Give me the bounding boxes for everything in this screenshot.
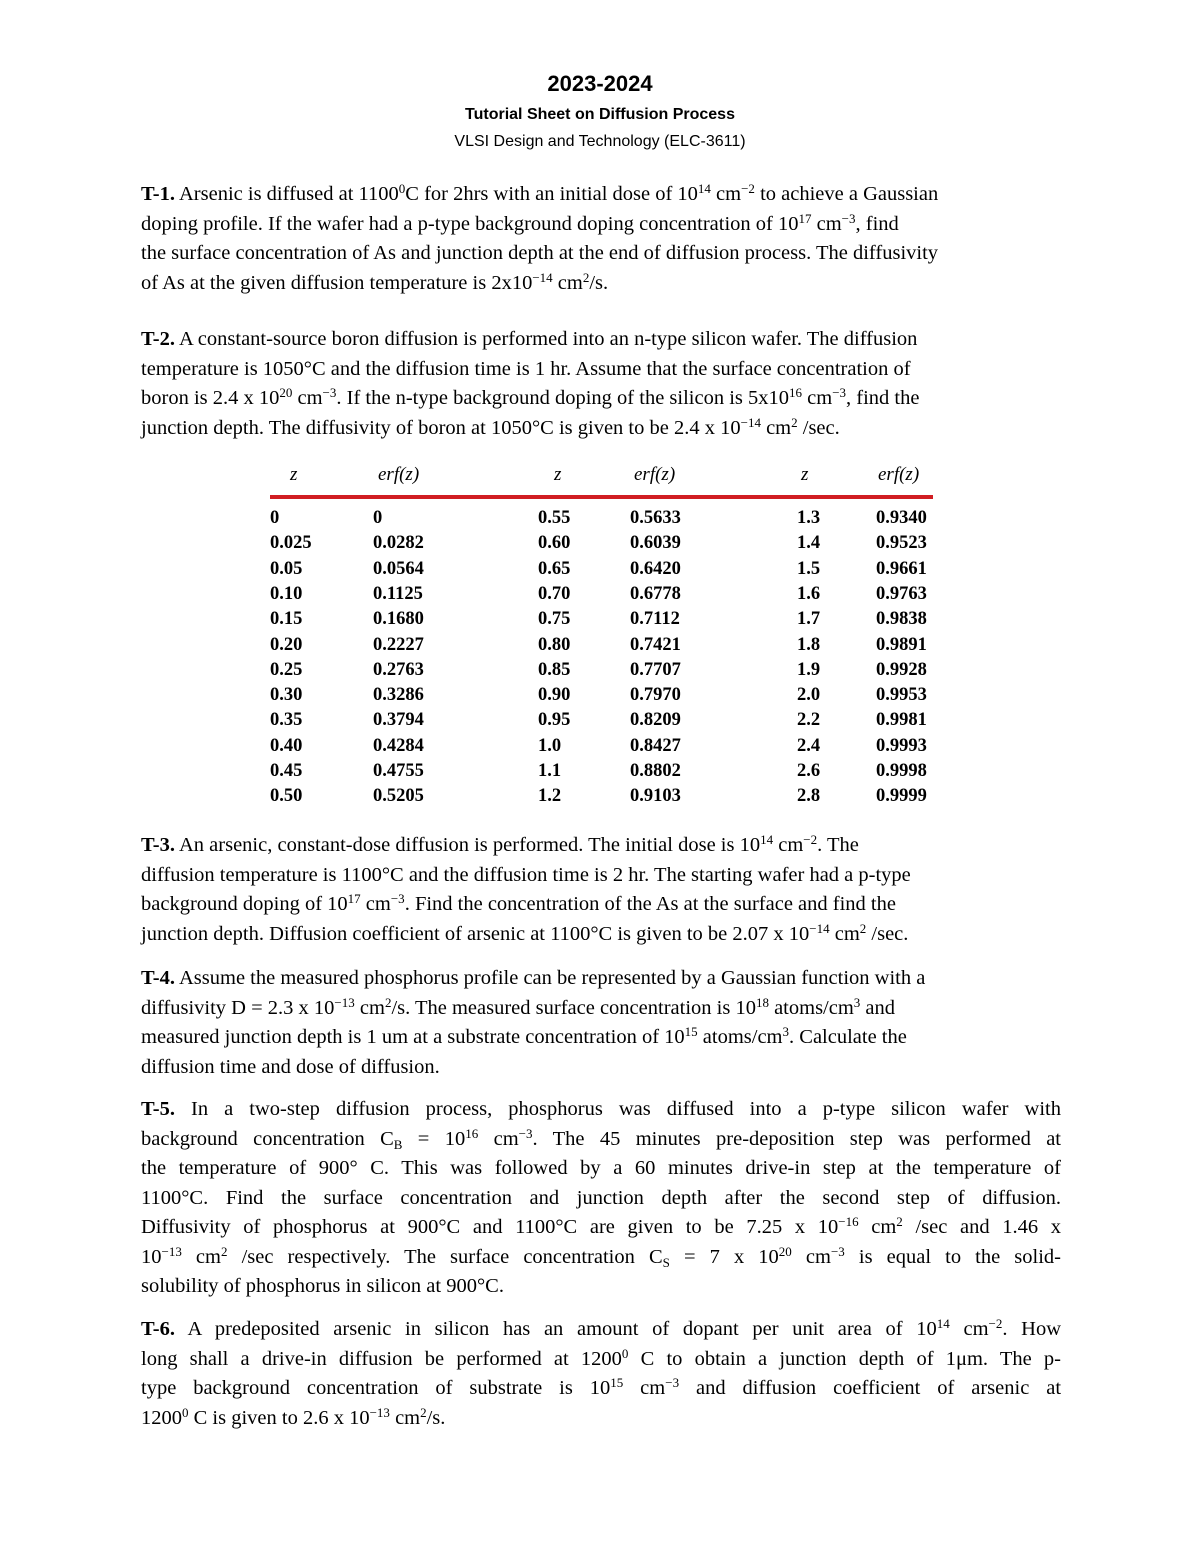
table-cell: 0 (373, 508, 383, 528)
table-cell: 0.8209 (630, 710, 681, 731)
problem-t5 (141, 1095, 1061, 1302)
table-cell: 0.8427 (630, 735, 681, 756)
problem-line: doping profile. If the wafer had a p-type background doping concentration of $10^{17}$ $cm^{-3}$, find (141, 210, 899, 235)
problem-line: diffusivity D = 2.3 x $10^{-13}$ $cm^2/s$. The measured surface concentration is $10^{18}$ atoms/$cm^3$ and (141, 994, 896, 1019)
table-cell: 0.5205 (373, 786, 424, 807)
problem-line: 1200$^0$ C is given to 2.6 x $10^{-13}$ $cm^2/s$. (141, 1404, 446, 1429)
table-cell: 0.10 (270, 583, 303, 604)
problem-t1 (141, 180, 1061, 298)
problem-line: background doping of $10^{17}$ $cm^{-3}$. Find the concentration of the As at the surface and find the (141, 891, 896, 915)
table-cell: 0.9523 (876, 533, 927, 554)
problem-line (141, 325, 1061, 355)
table-cell: 0.4755 (373, 761, 424, 781)
table-cell: 1.8 (797, 634, 821, 655)
problem-line: of As at the given diffusion temperature is $2x10^{-14}$ $cm^2/s$. (141, 269, 609, 294)
table-cell: 0.9981 (876, 710, 927, 731)
table-cell: 0.20 (270, 634, 303, 655)
table-cell: 2.4 (797, 735, 821, 756)
table-cell: 2.6 (797, 761, 821, 781)
table-cell: 2.0 (797, 685, 821, 706)
table-cell: 0.7707 (630, 659, 681, 680)
table-cell: 1.1 (538, 761, 562, 781)
table-cell: 1.5 (797, 558, 821, 579)
table-cell: 1.4 (797, 533, 821, 554)
table-cell: 0.3286 (373, 685, 424, 706)
problem-line (141, 1095, 1061, 1125)
problem-line: diffusion time and dose of diffusion. (141, 1055, 440, 1078)
table-cell: 0.7421 (630, 634, 681, 655)
table-header-rule (270, 495, 933, 499)
table-header-cell: z (801, 464, 809, 485)
table-cell: 0.35 (270, 710, 303, 731)
problem-t3 (141, 831, 1061, 949)
problem-line: type background concentration of substrate is $10^{15}$ $cm^{-3}$ and diffusion coefficient of arsenic at (141, 1375, 1062, 1399)
problem-label: T-5. (141, 1098, 175, 1120)
problem-line: solubility of phosphorus in silicon at 900°C. (141, 1275, 504, 1297)
problem-line (141, 180, 1061, 210)
table-header-cell: erf(z) (878, 464, 920, 485)
table-cell: 0.95 (538, 710, 571, 731)
table-cell: 0.9838 (876, 609, 927, 630)
table-cell: 0.4284 (373, 735, 424, 756)
problem-label: T-6. (141, 1318, 175, 1340)
table-cell: 0.0564 (373, 558, 424, 579)
table-cell: 1.7 (797, 609, 821, 630)
table-cell: 0.9763 (876, 583, 927, 604)
table-cell: 0.1680 (373, 609, 424, 630)
problem-label: T-4. (141, 967, 175, 989)
table-cell: 0.8802 (630, 761, 681, 781)
table-cell: 0.65 (538, 558, 571, 579)
problem-text: Assume the measured phosphorus profile can be represented by a Gaussian function with a (179, 967, 926, 989)
table-cell: 0.75 (538, 609, 571, 630)
table-cell: 0.60 (538, 533, 571, 554)
document-title: Tutorial Sheet on Diffusion Process (465, 106, 735, 123)
problem-line: 1100°C. Find the surface concentration and junction depth after the second step of diffusion. (141, 1186, 1061, 1209)
table-cell: 0.9953 (876, 685, 927, 706)
problem-line (141, 831, 1061, 861)
problem-t2 (141, 325, 1061, 443)
problem-line: Diffusivity of phosphorus at 900°C and 1100°C are given to be 7.25 x $10^{-16}$ $cm^2$ /sec and 1.46 x (141, 1214, 1061, 1238)
table-cell: 0.6420 (630, 558, 681, 579)
table-cell: 0.2227 (373, 634, 424, 655)
table-cell: 1.9 (797, 659, 821, 680)
problem-line: junction depth. Diffusion coefficient of arsenic at 1100°C is given to be 2.07 x $10^{-14}$ $cm^2$ /sec. (141, 920, 909, 945)
erf-table (270, 460, 935, 810)
table-cell: 0.9999 (876, 786, 927, 807)
table-cell: 1.0 (538, 735, 562, 756)
problem-text: Arsenic is diffused at 1100$^0$C for 2hrs with an initial dose of $10^{14}$ $cm^{-2}$ to achieve a Gaussian (179, 181, 939, 205)
table-cell: 2.8 (797, 786, 821, 807)
table-cell: 0.45 (270, 761, 303, 781)
table-cell: 0.25 (270, 659, 303, 680)
table-cell: 0.3794 (373, 710, 424, 731)
table-header-cell: erf(z) (634, 464, 676, 485)
table-cell: 0.05 (270, 558, 303, 579)
table-cell: 0.90 (538, 685, 571, 706)
problem-line: diffusion temperature is 1100°C and the diffusion time is 2 hr. The starting wafer had a p-type (141, 863, 911, 886)
problem-line: the temperature of 900° C. This was followed by a 60 minutes drive-in step at the temperature of (141, 1157, 1061, 1179)
table-cell: 0.40 (270, 735, 303, 756)
table-cell: 0.0282 (373, 533, 424, 554)
table-cell: 0.85 (538, 659, 571, 680)
table-cell: 0.1125 (373, 583, 423, 604)
table-cell: 0.025 (270, 533, 312, 554)
table-header-cell: z (554, 464, 562, 485)
problem-text: An arsenic, constant-dose diffusion is performed. The initial dose is $10^{14}$ $cm^{-2}$. The (179, 832, 859, 856)
table-cell: 0.70 (538, 583, 571, 604)
problem-line: measured junction depth is 1 um at a substrate concentration of $10^{15}$ atoms/$cm^3$. Calculate the (141, 1024, 907, 1048)
problem-line: boron is 2.4 x $10^{20}$ $cm^{-3}$. If the n-type background doping of the silicon is $5x10^{16}$ $cm^{-3}$, find the (141, 385, 920, 409)
problem-line: $10^{-13}$ $cm^2$ /sec respectively. The surface concentration $C_S = 7$ x $10^{20}$ $cm^{-3}$ is equal to the solid- (141, 1243, 1061, 1270)
table-cell: 0.2763 (373, 659, 424, 680)
problem-line: temperature is 1050°C and the diffusion time is 1 hr. Assume that the surface concentration of (141, 357, 911, 380)
problem-label: T-3. (141, 834, 175, 856)
problem-text: A constant-source boron diffusion is performed into an n-type silicon wafer. The diffusion (179, 328, 918, 350)
table-header-cell: erf(z) (378, 464, 420, 485)
table-cell: 0.15 (270, 609, 303, 630)
problem-text: In a two-step diffusion process, phosphorus was diffused into a p-type silicon wafer with (191, 1098, 1061, 1120)
table-cell: 0.9661 (876, 558, 927, 579)
table-cell: 2.2 (797, 710, 821, 731)
table-cell: 0.30 (270, 685, 303, 706)
table-cell: 0.5633 (630, 508, 681, 528)
document-year: 2023-2024 (547, 71, 653, 96)
table-cell: 0.6778 (630, 583, 681, 604)
problem-t6 (141, 1315, 1061, 1433)
problem-text: A predeposited arsenic in silicon has an amount of dopant per unit area of $10^{14}$ $cm^{-2}$. How (187, 1316, 1062, 1340)
table-cell: 0.9340 (876, 508, 927, 528)
table-cell: 0 (270, 508, 280, 528)
table-cell: 0.7112 (630, 609, 680, 630)
problem-label: T-2. (141, 328, 175, 350)
table-cell: 1.2 (538, 786, 562, 807)
table-cell: 0.80 (538, 634, 571, 655)
table-cell: 0.55 (538, 508, 571, 528)
table-cell: 0.9891 (876, 634, 927, 655)
table-header-cell: z (290, 464, 298, 485)
problem-line: background concentration $C_B = 10^{16}$ $cm^{-3}$. The 45 minutes pre-deposition step was performed at (141, 1125, 1061, 1152)
table-cell: 0.9993 (876, 735, 927, 756)
table-cell: 0.9998 (876, 761, 927, 781)
table-cell: 1.6 (797, 583, 821, 604)
problem-line: junction depth. The diffusivity of boron at 1050°C is given to be 2.4 x $10^{-14}$ $cm^2$ /sec. (141, 414, 840, 439)
course-name: VLSI Design and Technology (ELC-3611) (454, 133, 746, 150)
table-cell: 0.50 (270, 786, 303, 807)
problem-line: long shall a drive-in diffusion be performed at 1200$^0$ C to obtain a junction depth of 1μm. The p- (141, 1345, 1061, 1370)
problem-line: the surface concentration of As and junction depth at the end of diffusion process. The diffusivity (141, 242, 939, 264)
problem-t4 (141, 964, 1061, 1082)
table-cell: 0.7970 (630, 685, 681, 706)
problem-label: T-1. (141, 183, 175, 205)
problem-line (141, 1315, 1061, 1345)
table-cell: 0.6039 (630, 533, 681, 554)
problem-line (141, 964, 1061, 994)
table-cell: 1.3 (797, 508, 821, 528)
table-cell: 0.9103 (630, 786, 681, 807)
table-cell: 0.9928 (876, 659, 927, 680)
